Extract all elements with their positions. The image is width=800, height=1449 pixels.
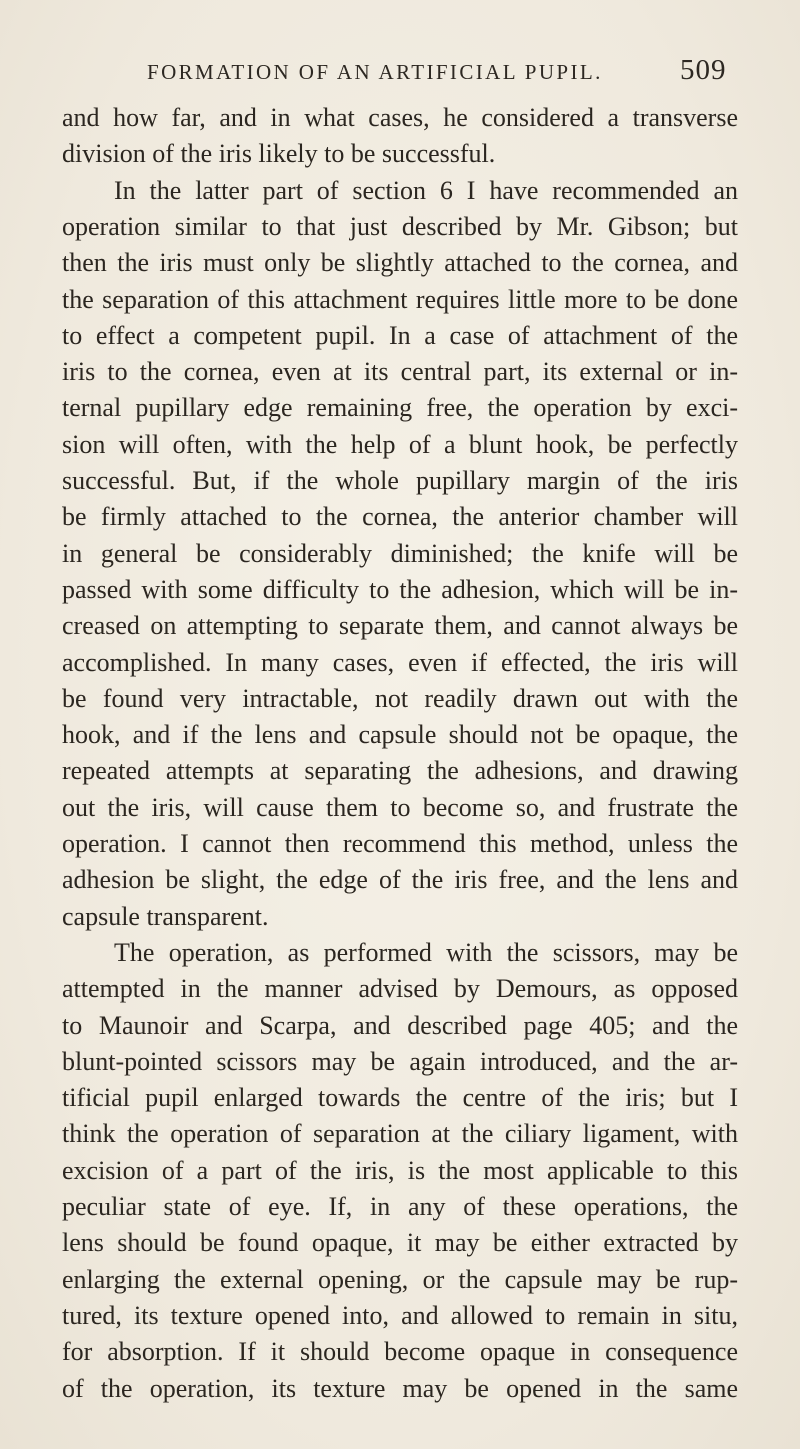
- text-line: excision of a part of the iris, is the most applicable to this: [62, 1155, 738, 1185]
- text-line: of the operation, its texture may be opened in the same: [62, 1373, 738, 1403]
- text-line: ternal pupillary edge remaining free, the operation by exci-: [62, 393, 738, 423]
- text-line: tificial pupil enlarged towards the centre of the iris; but I: [62, 1083, 738, 1113]
- text-line: adhesion be slight, the edge of the iris free, and the lens and: [62, 865, 738, 895]
- text-line: and how far, and in what cases, he considered a transverse: [62, 103, 738, 132]
- text-line: hook, and if the lens and capsule should not be opaque, the: [62, 720, 738, 750]
- running-head: [0, 48, 800, 88]
- text-line: accomplished. In many cases, even if effected, the iris will: [62, 647, 738, 677]
- text-line: then the iris must only be slightly attached to the cornea, and: [62, 248, 738, 278]
- text-line: The operation, as performed with the scissors, may be: [114, 937, 738, 967]
- text-line: iris to the cornea, even at its central part, its external or in-: [62, 357, 738, 387]
- text-line: the separation of this attachment requires little more to be done: [62, 284, 738, 314]
- text-line: blunt-pointed scissors may be again introduced, and the ar-: [62, 1046, 738, 1076]
- text-line: enlarging the external opening, or the capsule may be rup-: [62, 1264, 738, 1294]
- text-line: In the latter part of section 6 I have recommended an: [114, 175, 738, 205]
- text-line: to Maunoir and Scarpa, and described page 405; and the: [62, 1010, 738, 1040]
- text-line: attempted in the manner advised by Demours, as opposed: [62, 974, 738, 1004]
- text-line: repeated attempts at separating the adhesions, and drawing: [62, 756, 738, 786]
- text-line: peculiar state of eye. If, in any of these operations, the: [62, 1192, 738, 1221]
- text-line: lens should be found opaque, it may be either extracted by: [62, 1228, 738, 1258]
- text-line: for absorption. If it should become opaque in consequence: [62, 1337, 738, 1367]
- text-line: division of the iris likely to be successful.: [62, 139, 496, 169]
- text-line: be firmly attached to the cornea, the anterior chamber will: [62, 502, 738, 532]
- text-line: passed with some difficulty to the adhesion, which will be in-: [62, 574, 738, 604]
- running-head-title: FORMATION OF AN ARTIFICIAL PUPIL.: [147, 60, 603, 84]
- text-line: operation. I cannot then recommend this method, unless the: [62, 829, 738, 858]
- text-line: operation similar to that just described by Mr. Gibson; but: [62, 211, 738, 241]
- text-line: tured, its texture opened into, and allowed to remain in situ,: [62, 1300, 738, 1330]
- text-line: out the iris, will cause them to become so, and frustrate the: [62, 792, 738, 822]
- text-line: be found very intractable, not readily drawn out with the: [62, 683, 738, 713]
- page-number: 509: [680, 54, 727, 86]
- text-line: think the operation of separation at the ciliary ligament, with: [62, 1119, 738, 1149]
- text-line: to effect a competent pupil. In a case of attachment of the: [62, 320, 738, 350]
- text-line: successful. But, if the whole pupillary margin of the iris: [62, 466, 738, 495]
- text-line: sion will often, with the help of a blunt hook, be perfectly: [62, 429, 738, 459]
- text-line: in general be considerably diminished; the knife will be: [62, 538, 738, 568]
- text-line: capsule transparent.: [62, 901, 269, 931]
- text-line: creased on attempting to separate them, and cannot always be: [62, 611, 738, 641]
